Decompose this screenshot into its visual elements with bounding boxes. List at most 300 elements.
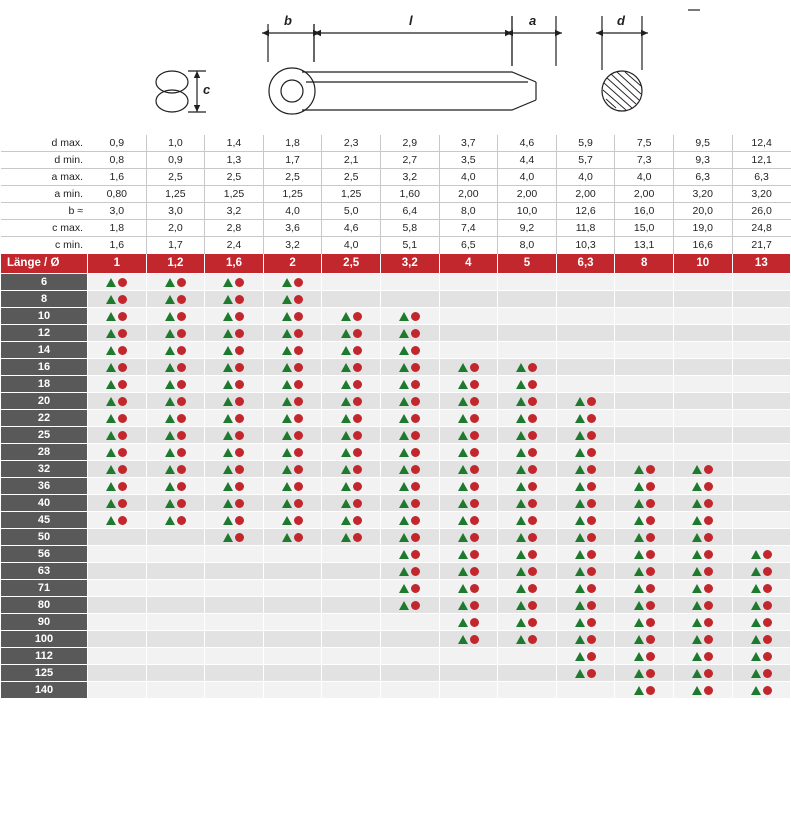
availability-cell-empty[interactable] (498, 648, 557, 665)
availability-cell-marked[interactable] (263, 444, 322, 461)
availability-cell-marked[interactable] (673, 512, 732, 529)
availability-cell-marked[interactable] (439, 529, 498, 546)
availability-cell-empty[interactable] (732, 376, 791, 393)
availability-cell-marked[interactable] (439, 495, 498, 512)
availability-cell-empty[interactable] (380, 291, 439, 308)
availability-cell-empty[interactable] (205, 614, 264, 631)
availability-cell-marked[interactable] (263, 376, 322, 393)
availability-cell-marked[interactable] (146, 461, 205, 478)
availability-cell-marked[interactable] (439, 614, 498, 631)
availability-cell-marked[interactable] (615, 597, 674, 614)
availability-cell-marked[interactable] (88, 376, 147, 393)
availability-cell-marked[interactable] (322, 444, 381, 461)
availability-cell-marked[interactable] (556, 563, 615, 580)
availability-cell-empty[interactable] (556, 342, 615, 359)
availability-cell-marked[interactable] (380, 325, 439, 342)
availability-cell-empty[interactable] (732, 410, 791, 427)
availability-cell-marked[interactable] (205, 512, 264, 529)
availability-cell-marked[interactable] (732, 546, 791, 563)
availability-cell-empty[interactable] (556, 274, 615, 291)
availability-cell-empty[interactable] (498, 291, 557, 308)
availability-cell-marked[interactable] (88, 291, 147, 308)
availability-cell-marked[interactable] (615, 631, 674, 648)
availability-cell-marked[interactable] (88, 325, 147, 342)
availability-cell-marked[interactable] (380, 376, 439, 393)
availability-cell-marked[interactable] (263, 495, 322, 512)
availability-cell-empty[interactable] (146, 580, 205, 597)
availability-cell-marked[interactable] (205, 342, 264, 359)
availability-cell-marked[interactable] (146, 478, 205, 495)
availability-cell-marked[interactable] (732, 563, 791, 580)
availability-cell-marked[interactable] (88, 495, 147, 512)
availability-cell-marked[interactable] (732, 682, 791, 699)
availability-cell-marked[interactable] (498, 427, 557, 444)
availability-cell-empty[interactable] (380, 648, 439, 665)
availability-cell-empty[interactable] (146, 529, 205, 546)
availability-cell-marked[interactable] (732, 665, 791, 682)
availability-cell-marked[interactable] (146, 359, 205, 376)
availability-cell-empty[interactable] (263, 546, 322, 563)
availability-cell-marked[interactable] (439, 563, 498, 580)
availability-cell-marked[interactable] (380, 597, 439, 614)
availability-cell-marked[interactable] (88, 274, 147, 291)
availability-cell-marked[interactable] (205, 410, 264, 427)
availability-cell-empty[interactable] (673, 291, 732, 308)
availability-cell-marked[interactable] (322, 359, 381, 376)
availability-cell-empty[interactable] (263, 631, 322, 648)
availability-cell-marked[interactable] (322, 376, 381, 393)
availability-cell-empty[interactable] (88, 682, 147, 699)
availability-cell-empty[interactable] (732, 478, 791, 495)
availability-cell-marked[interactable] (88, 461, 147, 478)
availability-cell-marked[interactable] (732, 631, 791, 648)
availability-cell-marked[interactable] (498, 631, 557, 648)
availability-cell-marked[interactable] (615, 614, 674, 631)
availability-cell-marked[interactable] (205, 495, 264, 512)
availability-cell-marked[interactable] (615, 478, 674, 495)
availability-cell-empty[interactable] (322, 665, 381, 682)
availability-cell-empty[interactable] (263, 614, 322, 631)
availability-cell-marked[interactable] (263, 291, 322, 308)
availability-cell-empty[interactable] (146, 614, 205, 631)
availability-cell-empty[interactable] (380, 274, 439, 291)
availability-cell-marked[interactable] (498, 410, 557, 427)
availability-cell-marked[interactable] (556, 648, 615, 665)
availability-cell-marked[interactable] (263, 512, 322, 529)
availability-cell-empty[interactable] (498, 325, 557, 342)
availability-cell-empty[interactable] (380, 614, 439, 631)
availability-cell-marked[interactable] (673, 563, 732, 580)
availability-cell-marked[interactable] (673, 665, 732, 682)
availability-cell-marked[interactable] (322, 393, 381, 410)
availability-cell-marked[interactable] (439, 580, 498, 597)
availability-cell-empty[interactable] (88, 648, 147, 665)
availability-cell-marked[interactable] (732, 614, 791, 631)
availability-cell-empty[interactable] (556, 359, 615, 376)
availability-cell-empty[interactable] (732, 308, 791, 325)
availability-cell-empty[interactable] (673, 444, 732, 461)
availability-cell-empty[interactable] (498, 274, 557, 291)
availability-cell-marked[interactable] (556, 410, 615, 427)
availability-cell-empty[interactable] (322, 597, 381, 614)
availability-cell-marked[interactable] (615, 563, 674, 580)
availability-cell-marked[interactable] (322, 512, 381, 529)
availability-cell-marked[interactable] (498, 563, 557, 580)
availability-cell-marked[interactable] (146, 376, 205, 393)
availability-cell-empty[interactable] (732, 274, 791, 291)
availability-cell-marked[interactable] (322, 325, 381, 342)
availability-cell-marked[interactable] (380, 529, 439, 546)
availability-cell-empty[interactable] (380, 682, 439, 699)
availability-cell-empty[interactable] (439, 274, 498, 291)
availability-cell-empty[interactable] (732, 444, 791, 461)
availability-cell-empty[interactable] (439, 325, 498, 342)
availability-cell-empty[interactable] (732, 529, 791, 546)
availability-cell-marked[interactable] (498, 359, 557, 376)
availability-cell-marked[interactable] (263, 478, 322, 495)
availability-cell-marked[interactable] (380, 410, 439, 427)
availability-cell-empty[interactable] (88, 631, 147, 648)
availability-cell-empty[interactable] (439, 648, 498, 665)
availability-cell-empty[interactable] (205, 546, 264, 563)
availability-cell-marked[interactable] (88, 359, 147, 376)
availability-cell-empty[interactable] (615, 291, 674, 308)
availability-cell-empty[interactable] (439, 682, 498, 699)
availability-cell-marked[interactable] (498, 597, 557, 614)
availability-cell-marked[interactable] (88, 512, 147, 529)
availability-cell-marked[interactable] (205, 461, 264, 478)
availability-cell-marked[interactable] (322, 529, 381, 546)
availability-cell-marked[interactable] (556, 444, 615, 461)
availability-cell-marked[interactable] (615, 580, 674, 597)
availability-cell-empty[interactable] (88, 529, 147, 546)
availability-cell-empty[interactable] (88, 563, 147, 580)
availability-cell-marked[interactable] (498, 529, 557, 546)
availability-cell-empty[interactable] (498, 308, 557, 325)
availability-cell-marked[interactable] (556, 665, 615, 682)
availability-cell-marked[interactable] (146, 325, 205, 342)
availability-cell-marked[interactable] (263, 359, 322, 376)
availability-cell-empty[interactable] (673, 342, 732, 359)
availability-cell-empty[interactable] (498, 342, 557, 359)
availability-cell-empty[interactable] (732, 342, 791, 359)
availability-cell-empty[interactable] (556, 682, 615, 699)
availability-cell-marked[interactable] (615, 495, 674, 512)
availability-cell-marked[interactable] (322, 427, 381, 444)
availability-cell-marked[interactable] (498, 614, 557, 631)
availability-cell-marked[interactable] (439, 631, 498, 648)
availability-cell-marked[interactable] (556, 631, 615, 648)
availability-cell-marked[interactable] (673, 546, 732, 563)
availability-cell-marked[interactable] (439, 393, 498, 410)
availability-cell-marked[interactable] (498, 444, 557, 461)
availability-cell-marked[interactable] (673, 580, 732, 597)
availability-cell-marked[interactable] (556, 580, 615, 597)
availability-cell-marked[interactable] (556, 512, 615, 529)
availability-cell-empty[interactable] (263, 648, 322, 665)
availability-cell-empty[interactable] (322, 631, 381, 648)
availability-cell-empty[interactable] (146, 648, 205, 665)
availability-cell-empty[interactable] (556, 325, 615, 342)
availability-cell-marked[interactable] (615, 546, 674, 563)
availability-cell-marked[interactable] (380, 342, 439, 359)
availability-cell-empty[interactable] (732, 461, 791, 478)
availability-cell-marked[interactable] (322, 495, 381, 512)
availability-cell-marked[interactable] (205, 478, 264, 495)
availability-cell-marked[interactable] (615, 665, 674, 682)
availability-cell-empty[interactable] (615, 359, 674, 376)
availability-cell-empty[interactable] (615, 274, 674, 291)
availability-cell-marked[interactable] (439, 376, 498, 393)
availability-cell-marked[interactable] (498, 461, 557, 478)
availability-cell-marked[interactable] (205, 274, 264, 291)
availability-cell-marked[interactable] (205, 308, 264, 325)
availability-cell-marked[interactable] (263, 325, 322, 342)
availability-cell-marked[interactable] (439, 546, 498, 563)
availability-cell-marked[interactable] (263, 342, 322, 359)
availability-cell-marked[interactable] (673, 478, 732, 495)
availability-cell-marked[interactable] (439, 478, 498, 495)
availability-cell-marked[interactable] (88, 478, 147, 495)
availability-cell-empty[interactable] (615, 308, 674, 325)
availability-cell-marked[interactable] (322, 308, 381, 325)
availability-cell-marked[interactable] (498, 495, 557, 512)
availability-cell-empty[interactable] (263, 665, 322, 682)
availability-cell-empty[interactable] (732, 495, 791, 512)
availability-cell-empty[interactable] (615, 342, 674, 359)
availability-cell-marked[interactable] (88, 427, 147, 444)
availability-cell-empty[interactable] (146, 597, 205, 614)
availability-cell-empty[interactable] (380, 631, 439, 648)
availability-cell-empty[interactable] (380, 665, 439, 682)
availability-cell-empty[interactable] (263, 563, 322, 580)
availability-cell-marked[interactable] (439, 461, 498, 478)
availability-cell-empty[interactable] (146, 682, 205, 699)
availability-cell-marked[interactable] (673, 682, 732, 699)
availability-cell-empty[interactable] (205, 665, 264, 682)
availability-cell-empty[interactable] (732, 427, 791, 444)
availability-cell-empty[interactable] (673, 325, 732, 342)
availability-cell-empty[interactable] (732, 325, 791, 342)
availability-cell-empty[interactable] (439, 291, 498, 308)
availability-cell-empty[interactable] (673, 308, 732, 325)
availability-cell-empty[interactable] (88, 597, 147, 614)
availability-cell-empty[interactable] (673, 376, 732, 393)
availability-cell-marked[interactable] (732, 648, 791, 665)
availability-cell-empty[interactable] (673, 359, 732, 376)
availability-cell-marked[interactable] (146, 291, 205, 308)
availability-cell-empty[interactable] (322, 648, 381, 665)
availability-cell-marked[interactable] (88, 393, 147, 410)
availability-cell-marked[interactable] (322, 461, 381, 478)
availability-cell-marked[interactable] (556, 393, 615, 410)
availability-cell-marked[interactable] (673, 631, 732, 648)
availability-cell-marked[interactable] (498, 376, 557, 393)
availability-cell-empty[interactable] (498, 682, 557, 699)
availability-cell-marked[interactable] (380, 461, 439, 478)
availability-cell-empty[interactable] (673, 274, 732, 291)
availability-cell-marked[interactable] (615, 682, 674, 699)
availability-cell-marked[interactable] (673, 614, 732, 631)
availability-cell-marked[interactable] (146, 444, 205, 461)
availability-cell-marked[interactable] (673, 461, 732, 478)
availability-cell-empty[interactable] (322, 546, 381, 563)
availability-cell-marked[interactable] (263, 529, 322, 546)
availability-cell-marked[interactable] (380, 359, 439, 376)
availability-cell-marked[interactable] (380, 444, 439, 461)
availability-cell-marked[interactable] (205, 393, 264, 410)
availability-cell-empty[interactable] (615, 325, 674, 342)
availability-cell-marked[interactable] (88, 342, 147, 359)
availability-cell-marked[interactable] (322, 342, 381, 359)
availability-cell-marked[interactable] (615, 512, 674, 529)
availability-cell-marked[interactable] (380, 546, 439, 563)
availability-cell-marked[interactable] (673, 648, 732, 665)
availability-cell-empty[interactable] (615, 410, 674, 427)
availability-cell-marked[interactable] (556, 495, 615, 512)
availability-cell-marked[interactable] (380, 427, 439, 444)
availability-cell-marked[interactable] (556, 597, 615, 614)
availability-cell-empty[interactable] (673, 427, 732, 444)
availability-cell-marked[interactable] (498, 512, 557, 529)
availability-cell-marked[interactable] (205, 291, 264, 308)
availability-cell-empty[interactable] (322, 274, 381, 291)
availability-cell-marked[interactable] (146, 274, 205, 291)
availability-cell-empty[interactable] (439, 665, 498, 682)
availability-cell-empty[interactable] (673, 410, 732, 427)
availability-cell-marked[interactable] (556, 461, 615, 478)
availability-cell-empty[interactable] (205, 682, 264, 699)
availability-cell-marked[interactable] (439, 597, 498, 614)
availability-cell-marked[interactable] (556, 546, 615, 563)
availability-cell-marked[interactable] (615, 461, 674, 478)
availability-cell-empty[interactable] (556, 291, 615, 308)
availability-cell-empty[interactable] (673, 393, 732, 410)
availability-cell-empty[interactable] (88, 665, 147, 682)
availability-cell-marked[interactable] (439, 512, 498, 529)
availability-cell-marked[interactable] (380, 495, 439, 512)
availability-cell-marked[interactable] (205, 325, 264, 342)
availability-cell-marked[interactable] (146, 308, 205, 325)
availability-cell-empty[interactable] (205, 597, 264, 614)
availability-cell-marked[interactable] (439, 444, 498, 461)
availability-cell-marked[interactable] (498, 580, 557, 597)
availability-cell-empty[interactable] (205, 631, 264, 648)
availability-cell-marked[interactable] (88, 308, 147, 325)
availability-cell-marked[interactable] (498, 546, 557, 563)
availability-cell-marked[interactable] (673, 529, 732, 546)
availability-cell-marked[interactable] (380, 580, 439, 597)
availability-cell-marked[interactable] (322, 478, 381, 495)
availability-cell-marked[interactable] (263, 410, 322, 427)
availability-cell-marked[interactable] (205, 529, 264, 546)
availability-cell-empty[interactable] (263, 597, 322, 614)
availability-cell-marked[interactable] (615, 529, 674, 546)
availability-cell-marked[interactable] (673, 495, 732, 512)
availability-cell-empty[interactable] (263, 580, 322, 597)
availability-cell-marked[interactable] (205, 376, 264, 393)
availability-cell-marked[interactable] (380, 563, 439, 580)
availability-cell-marked[interactable] (498, 393, 557, 410)
availability-cell-empty[interactable] (205, 648, 264, 665)
availability-cell-empty[interactable] (146, 631, 205, 648)
availability-cell-empty[interactable] (322, 614, 381, 631)
availability-cell-empty[interactable] (732, 393, 791, 410)
availability-cell-empty[interactable] (322, 682, 381, 699)
availability-cell-empty[interactable] (146, 665, 205, 682)
availability-cell-marked[interactable] (205, 444, 264, 461)
availability-cell-empty[interactable] (615, 376, 674, 393)
availability-cell-empty[interactable] (615, 444, 674, 461)
availability-cell-empty[interactable] (146, 546, 205, 563)
availability-cell-marked[interactable] (146, 342, 205, 359)
availability-cell-empty[interactable] (146, 563, 205, 580)
availability-cell-marked[interactable] (263, 274, 322, 291)
availability-cell-empty[interactable] (732, 291, 791, 308)
availability-cell-empty[interactable] (88, 614, 147, 631)
availability-cell-marked[interactable] (556, 614, 615, 631)
availability-cell-marked[interactable] (380, 308, 439, 325)
availability-cell-empty[interactable] (88, 580, 147, 597)
availability-cell-marked[interactable] (439, 427, 498, 444)
availability-cell-marked[interactable] (146, 427, 205, 444)
availability-cell-empty[interactable] (322, 580, 381, 597)
availability-cell-marked[interactable] (322, 410, 381, 427)
availability-cell-marked[interactable] (732, 580, 791, 597)
availability-cell-marked[interactable] (380, 478, 439, 495)
availability-cell-empty[interactable] (498, 665, 557, 682)
availability-cell-empty[interactable] (322, 291, 381, 308)
availability-cell-marked[interactable] (439, 410, 498, 427)
availability-cell-empty[interactable] (205, 580, 264, 597)
availability-cell-marked[interactable] (205, 359, 264, 376)
availability-cell-marked[interactable] (498, 478, 557, 495)
availability-cell-marked[interactable] (146, 495, 205, 512)
availability-cell-empty[interactable] (439, 308, 498, 325)
availability-cell-marked[interactable] (673, 597, 732, 614)
availability-cell-marked[interactable] (146, 410, 205, 427)
availability-cell-marked[interactable] (556, 427, 615, 444)
availability-cell-empty[interactable] (322, 563, 381, 580)
availability-cell-empty[interactable] (556, 376, 615, 393)
availability-cell-marked[interactable] (380, 512, 439, 529)
availability-cell-marked[interactable] (380, 393, 439, 410)
availability-cell-empty[interactable] (732, 359, 791, 376)
availability-cell-marked[interactable] (263, 461, 322, 478)
availability-cell-marked[interactable] (146, 393, 205, 410)
availability-cell-marked[interactable] (205, 427, 264, 444)
availability-cell-empty[interactable] (205, 563, 264, 580)
availability-cell-marked[interactable] (556, 529, 615, 546)
availability-cell-empty[interactable] (615, 427, 674, 444)
availability-cell-empty[interactable] (732, 512, 791, 529)
availability-cell-marked[interactable] (146, 512, 205, 529)
availability-cell-marked[interactable] (263, 393, 322, 410)
availability-cell-empty[interactable] (615, 393, 674, 410)
availability-cell-marked[interactable] (263, 308, 322, 325)
availability-cell-marked[interactable] (88, 444, 147, 461)
availability-cell-marked[interactable] (439, 359, 498, 376)
availability-cell-marked[interactable] (732, 597, 791, 614)
availability-cell-empty[interactable] (263, 682, 322, 699)
availability-cell-marked[interactable] (615, 648, 674, 665)
availability-cell-empty[interactable] (556, 308, 615, 325)
availability-cell-empty[interactable] (439, 342, 498, 359)
availability-cell-marked[interactable] (263, 427, 322, 444)
availability-cell-marked[interactable] (88, 410, 147, 427)
availability-cell-empty[interactable] (88, 546, 147, 563)
availability-cell-marked[interactable] (556, 478, 615, 495)
